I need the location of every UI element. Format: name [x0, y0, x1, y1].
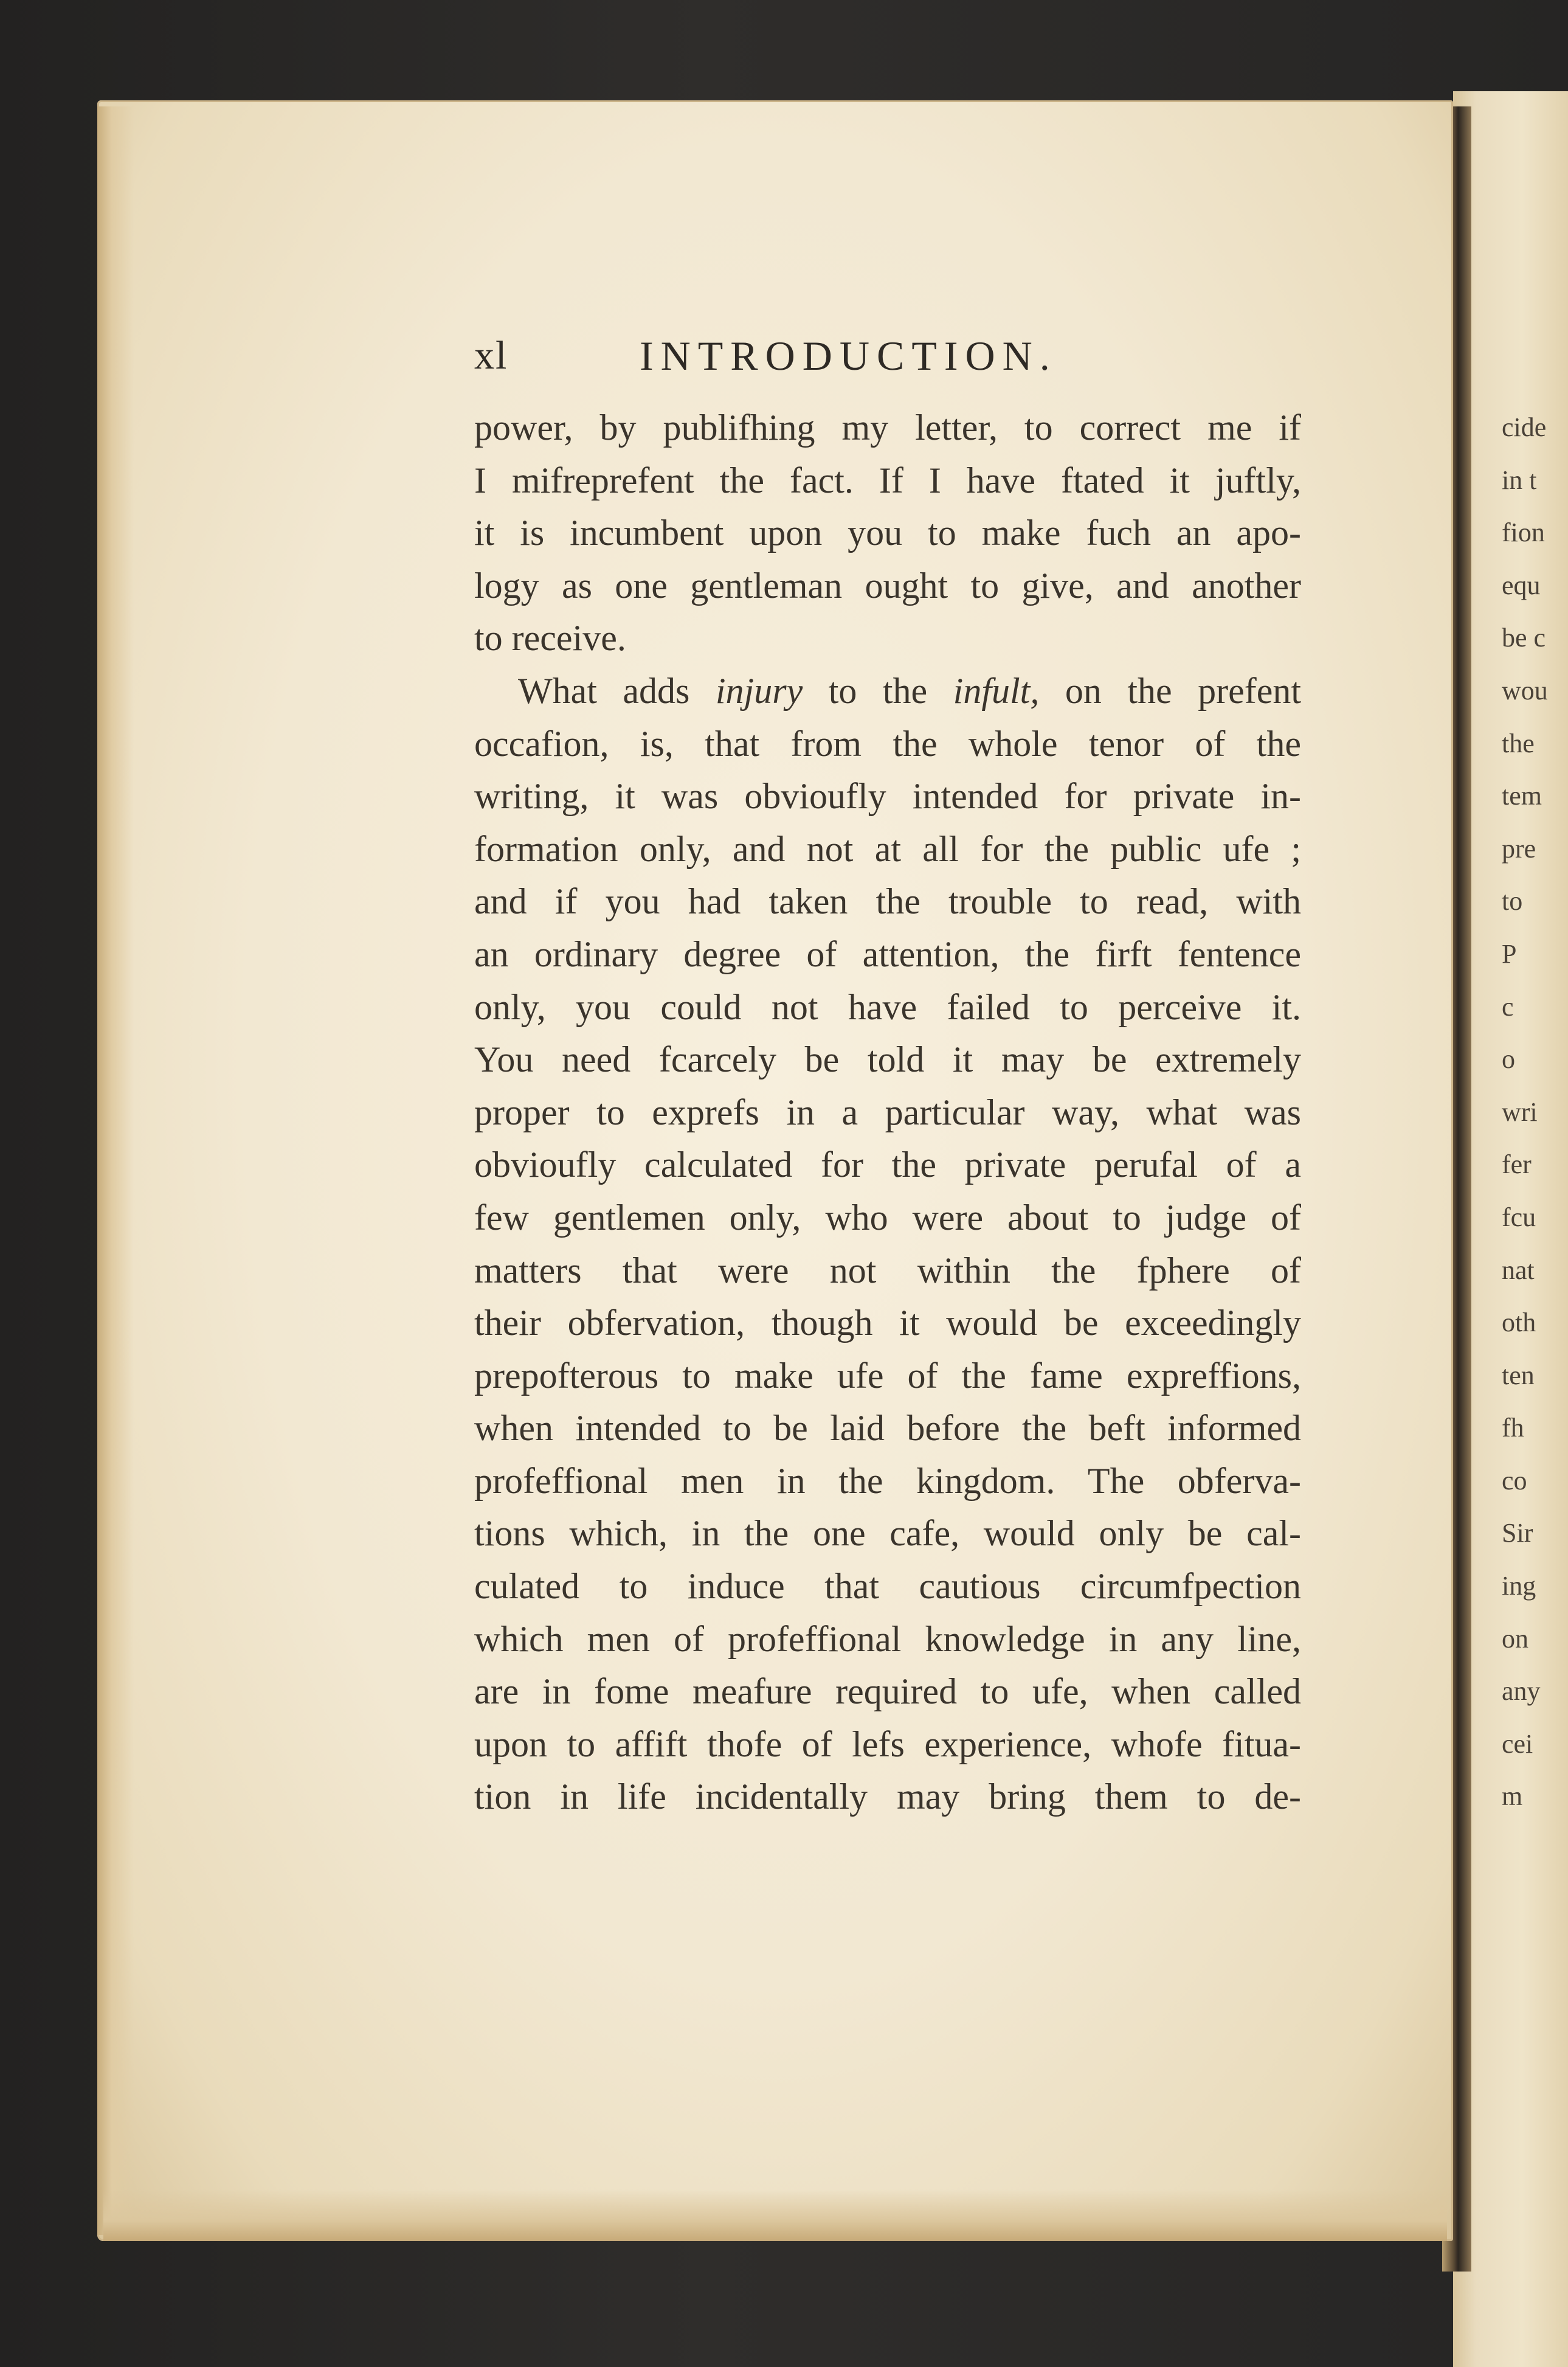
- facing-page-fragment: cei: [1502, 1728, 1533, 1759]
- facing-page-fragment: tem: [1502, 781, 1542, 811]
- text-line: are in fome meafure required to ufe, when called: [474, 1671, 1301, 1712]
- text-line: proper to exprefs in a particular way, what was: [474, 1092, 1301, 1132]
- text-line: I mifreprefent the fact. If I have ftated it juftly,: [474, 460, 1301, 501]
- facing-page-fragment: ing: [1502, 1571, 1536, 1601]
- page-edge-left: [97, 106, 134, 2235]
- text-line: You need fcarcely be told it may be extremely: [474, 1039, 1301, 1080]
- facing-page-fragment: any: [1502, 1676, 1541, 1707]
- page-number: xl: [474, 333, 508, 378]
- text-fragment: to the: [803, 670, 953, 711]
- text-line: tions which, in the one cafe, would only be cal-: [474, 1513, 1301, 1554]
- text-line: when intended to be laid before the beft informed: [474, 1408, 1301, 1449]
- facing-page-fragment: c: [1502, 991, 1514, 1022]
- facing-page-fragment: wri: [1502, 1097, 1538, 1127]
- facing-page-fragment: m: [1502, 1781, 1523, 1812]
- text-line: their obfervation, though it would be exceedingly: [474, 1303, 1301, 1343]
- facing-page-fragment: nat: [1502, 1255, 1535, 1285]
- facing-page-fragment: fer: [1502, 1149, 1532, 1180]
- text-line: logy as one gentleman ought to give, and another: [474, 565, 1301, 606]
- text-line: matters that were not within the fphere of: [474, 1250, 1301, 1291]
- text-line: formation only, and not at all for the public ufe ;: [474, 828, 1301, 869]
- text-line: profeffional men in the kingdom. The obferva-: [474, 1460, 1301, 1501]
- emphasis-text: injury: [715, 670, 803, 711]
- facing-page-fragment: on: [1502, 1623, 1528, 1654]
- facing-page-fragment: to: [1502, 886, 1523, 917]
- facing-page-fragment: o: [1502, 1044, 1515, 1075]
- body-text: [474, 401, 1301, 1823]
- text-line: and if you had taken the trouble to read, with: [474, 881, 1301, 922]
- text-line: to receive.: [474, 618, 626, 659]
- text-fragment: on the prefent: [1039, 670, 1301, 711]
- facing-page-fragment: ten: [1502, 1360, 1535, 1390]
- text-line: power, by publifhing my letter, to correct me if: [474, 407, 1301, 448]
- text-fragment: What adds: [518, 670, 716, 711]
- facing-page-fragment: Sir: [1502, 1518, 1533, 1548]
- text-line: occafion, is, that from the whole tenor of the: [474, 723, 1301, 764]
- text-line: which men of profeffional knowledge in any line,: [474, 1618, 1301, 1659]
- facing-page-fragment: fcu: [1502, 1202, 1536, 1232]
- facing-page-fragment: the: [1502, 728, 1535, 758]
- text-line: culated to induce that cautious circumfpection: [474, 1566, 1301, 1607]
- facing-page-fragment: equ: [1502, 570, 1541, 600]
- text-line: [474, 665, 1301, 718]
- facing-page-text: [1502, 401, 1563, 1823]
- facing-page-fragment: P: [1502, 938, 1517, 969]
- facing-page-fragment: fh: [1502, 1413, 1524, 1443]
- facing-page-fragment: co: [1502, 1465, 1527, 1495]
- facing-page-fragment: pre: [1502, 833, 1536, 864]
- text-line: upon to affift thofe of lefs experience, whofe fitua-: [474, 1724, 1301, 1764]
- text-line: obvioufly calculated for the private perufal of a: [474, 1145, 1301, 1185]
- page-header: [474, 328, 1301, 383]
- facing-page-fragment: fion: [1502, 518, 1545, 548]
- text-line: few gentlemen only, who were about to judge of: [474, 1197, 1301, 1238]
- text-line: tion in life incidentally may bring them to de-: [474, 1776, 1301, 1817]
- text-line: only, you could not have failed to perceive it.: [474, 986, 1301, 1027]
- facing-page-fragment: wou: [1502, 675, 1548, 705]
- emphasis-text: infult,: [953, 670, 1040, 711]
- text-line: an ordinary degree of attention, the firft fentence: [474, 934, 1301, 974]
- text-line: prepofterous to make ufe of the fame expreffions,: [474, 1355, 1301, 1396]
- facing-page-fragment: in t: [1502, 465, 1537, 495]
- facing-page-fragment: oth: [1502, 1308, 1536, 1338]
- text-line: it is incumbent upon you to make fuch an apo-: [474, 513, 1301, 553]
- facing-page-fragment: cide: [1502, 412, 1547, 442]
- page-edge-bottom: [103, 2189, 1447, 2241]
- facing-page-fragment: be c: [1502, 623, 1546, 653]
- text-line: writing, it was obvioufly intended for private in-: [474, 776, 1301, 817]
- running-title: INTRODUCTION.: [640, 333, 1057, 379]
